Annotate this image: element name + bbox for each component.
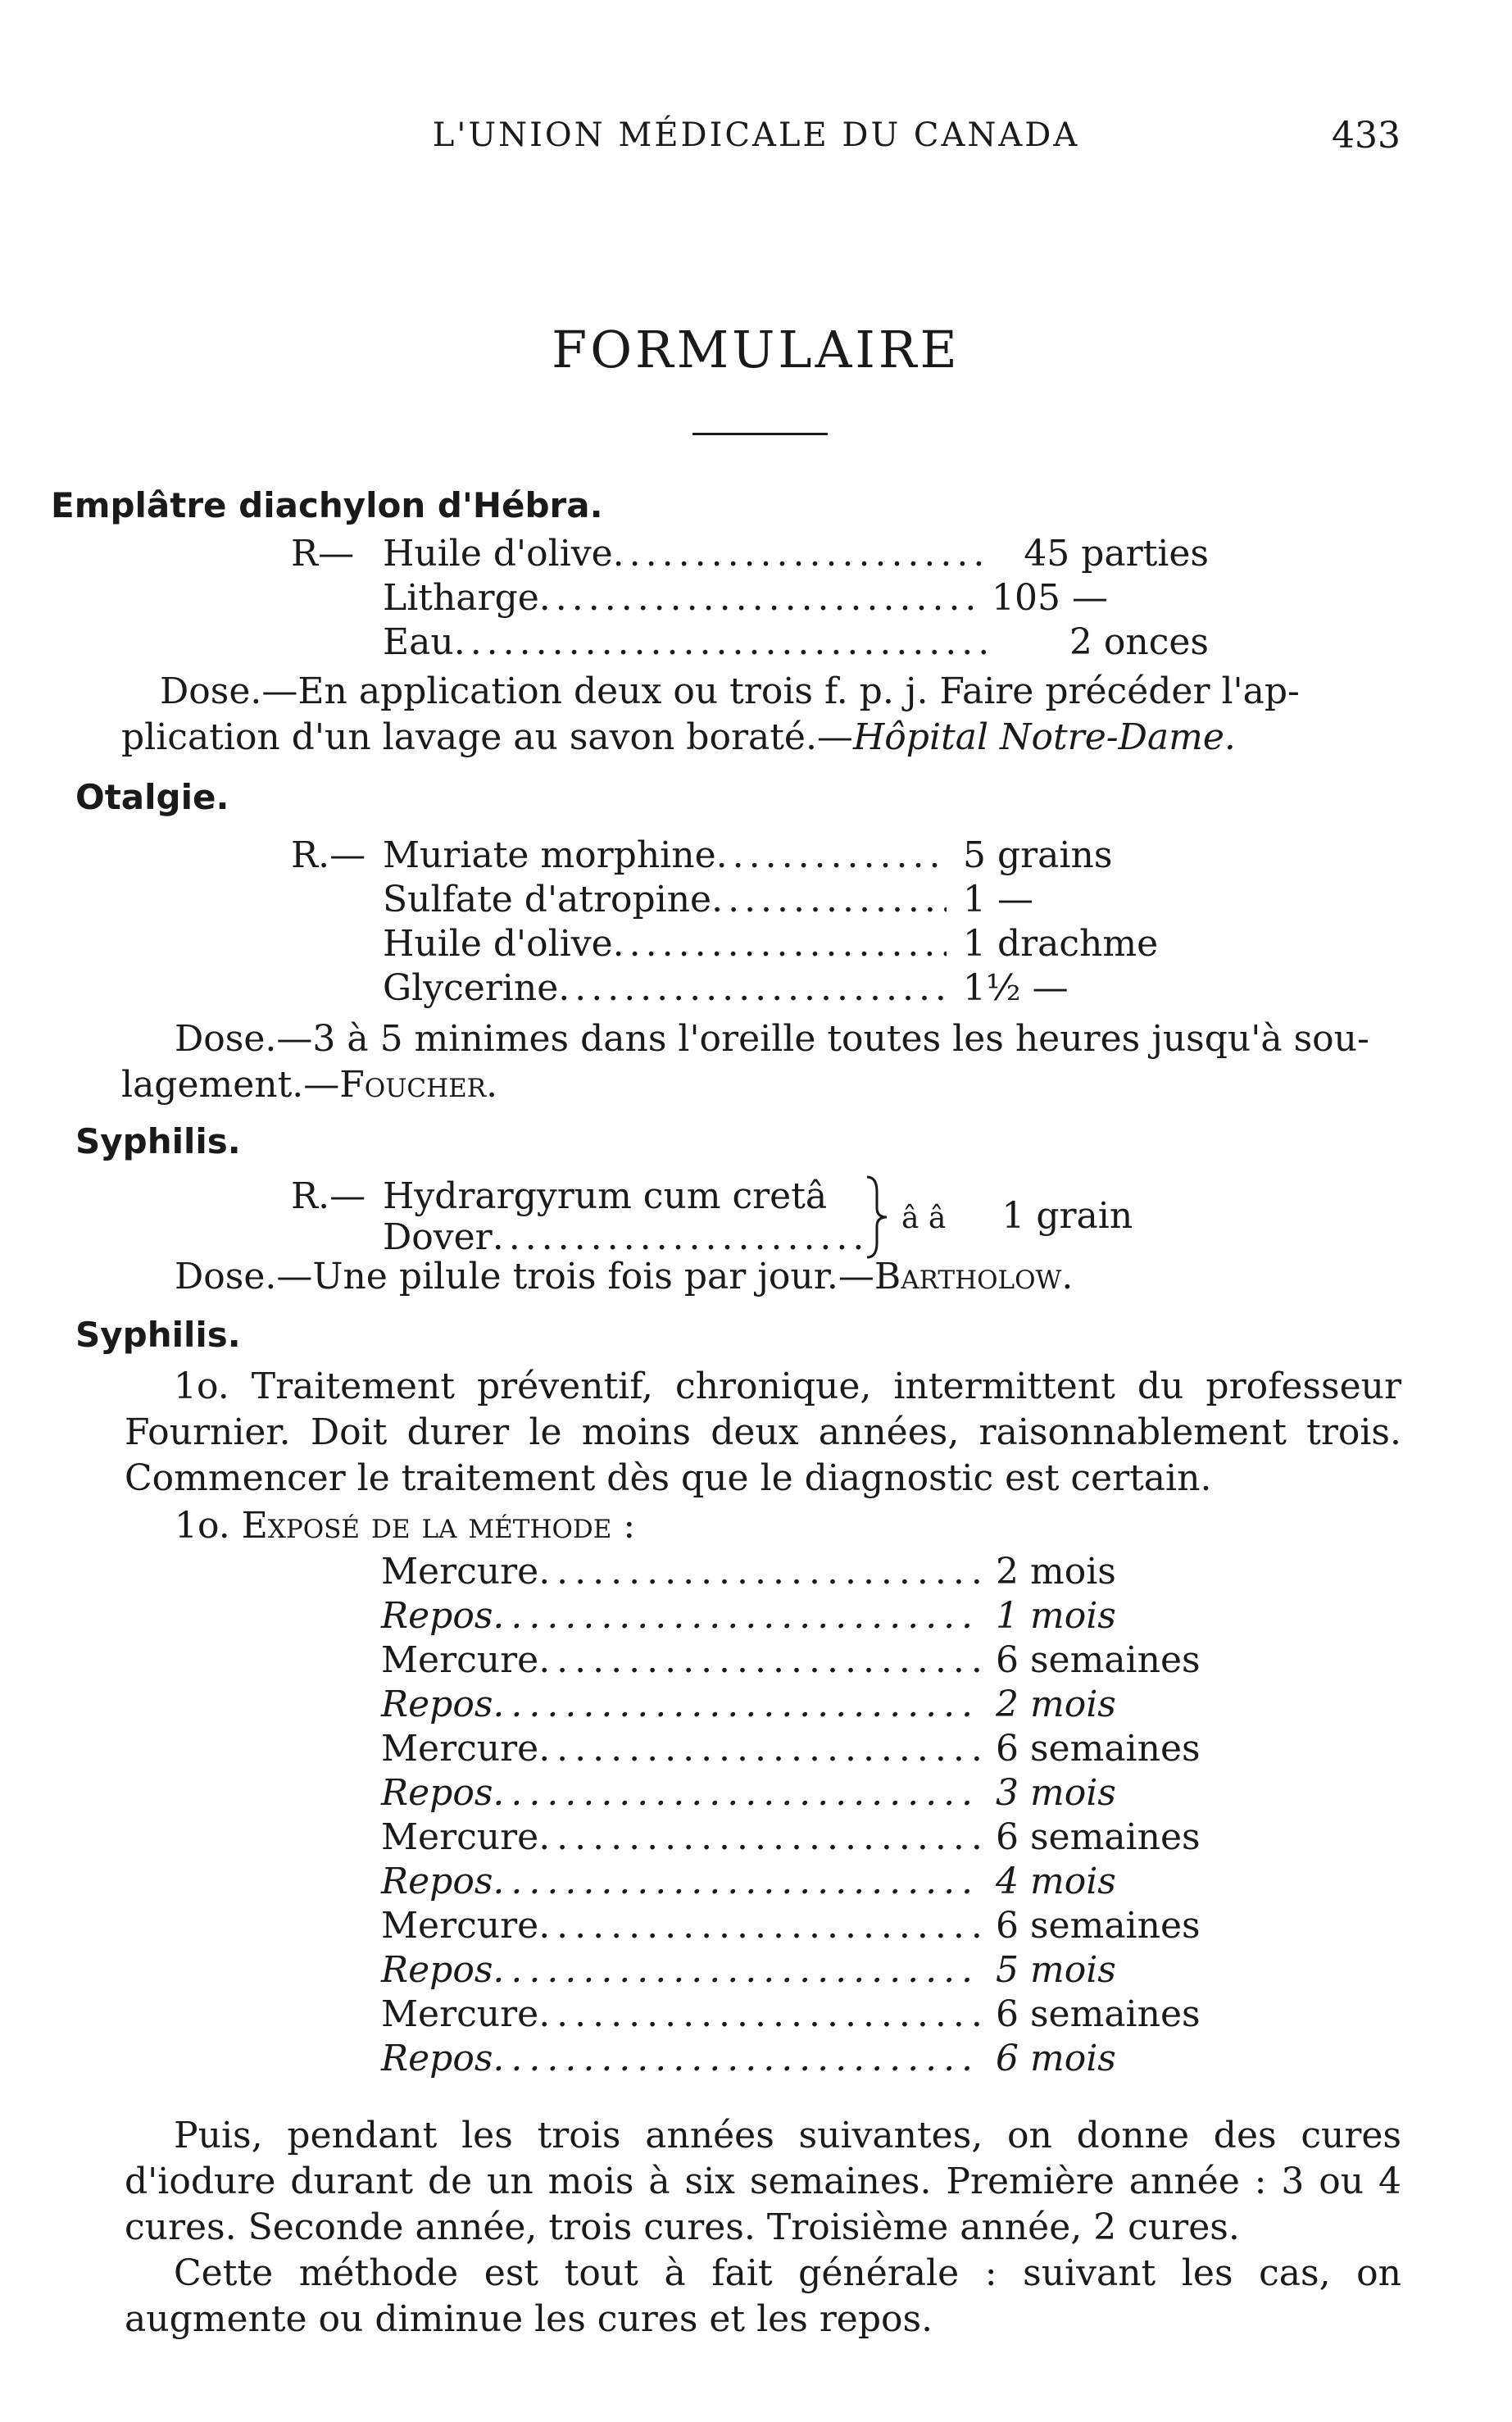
ingredient-quantity: 45 parties bbox=[1024, 533, 1209, 575]
ingredient-name: Dover bbox=[383, 1216, 493, 1258]
method-value: 1 mois bbox=[996, 1595, 1116, 1637]
ana-marker: â â bbox=[901, 1202, 947, 1235]
method-row bbox=[381, 2038, 1225, 2082]
leader-dots bbox=[538, 1993, 979, 2035]
method-label: Mercure bbox=[381, 1728, 539, 1770]
method-label: Mercure bbox=[381, 1905, 539, 1947]
method-label: Mercure bbox=[381, 1993, 539, 2035]
ingredient-name: Huile d'olive bbox=[383, 923, 613, 965]
method-value: 2 mois bbox=[996, 1551, 1116, 1593]
ingredient-row bbox=[291, 533, 1209, 577]
ingredient-quantity: 1 grain bbox=[1001, 1195, 1133, 1237]
leader-dots bbox=[493, 1861, 979, 1902]
page-number: 433 bbox=[1332, 115, 1401, 157]
section-heading-emplatre: Emplâtre diachylon d'Hébra. bbox=[51, 485, 603, 525]
method-row bbox=[381, 1861, 1225, 1905]
ingredient-row bbox=[383, 967, 1209, 1011]
method-heading bbox=[175, 1503, 1322, 1549]
ingredient-row bbox=[383, 879, 1209, 923]
dosage-text bbox=[121, 715, 1400, 761]
section-heading-syphilis: Syphilis. bbox=[75, 1121, 241, 1161]
method-value: 3 mois bbox=[996, 1772, 1116, 1814]
method-row bbox=[381, 1639, 1225, 1684]
paragraph: Cette méthode est tout à fait générale : suivant les cas, on augmente ou diminue les cures et les repos. bbox=[125, 2252, 1401, 2340]
method-row bbox=[381, 1816, 1225, 1861]
leader-dots bbox=[613, 923, 947, 965]
running-title: L'UNION MÉDICALE DU CANADA bbox=[432, 116, 1080, 154]
method-value: 6 semaines bbox=[996, 1639, 1201, 1681]
ingredient-row bbox=[291, 834, 1209, 879]
dosage-text: Dose.—3 à 5 minimes dans l'oreille toutes les heures jusqu'à sou- bbox=[175, 1018, 1369, 1060]
ingredient-name: Litharge bbox=[383, 577, 539, 619]
leader-dots bbox=[493, 1216, 862, 1258]
method-label: Repos bbox=[381, 2038, 493, 2079]
leader-dots bbox=[711, 879, 947, 920]
leader-dots bbox=[538, 1905, 979, 1947]
method-row bbox=[381, 1595, 1225, 1639]
method-label: Mercure bbox=[381, 1639, 539, 1681]
leader-dots bbox=[716, 834, 947, 876]
ingredient-quantity: 105 — bbox=[992, 577, 1108, 619]
method-label: Mercure bbox=[381, 1816, 539, 1858]
ingredient-quantity: 2 onces bbox=[1069, 621, 1209, 663]
prescription-group bbox=[291, 1175, 827, 1217]
dosage-text-part: plication d'un lavage au savon boraté.— bbox=[121, 716, 853, 758]
section-heading-otalgie: Otalgie. bbox=[75, 777, 229, 817]
method-row bbox=[381, 1949, 1225, 1993]
leader-dots bbox=[538, 1551, 979, 1593]
method-value: 6 semaines bbox=[996, 1905, 1201, 1947]
leader-dots bbox=[493, 1772, 979, 1814]
leader-dots bbox=[539, 577, 975, 619]
prescription-prefix: R.— bbox=[291, 1175, 366, 1217]
method-row bbox=[381, 1993, 1225, 2038]
method-label: Repos bbox=[381, 1684, 493, 1725]
ingredient-name: Huile d'olive bbox=[383, 533, 613, 575]
leader-dots bbox=[493, 2038, 979, 2079]
method-label: Repos bbox=[381, 1949, 493, 1991]
method-label: Repos bbox=[381, 1772, 493, 1814]
ingredient-row bbox=[383, 577, 1209, 621]
leader-dots bbox=[493, 1949, 979, 1991]
dosage-text bbox=[121, 1062, 1400, 1108]
ingredient-name: Sulfate d'atropine bbox=[383, 879, 712, 920]
ingredient-name: Glycerine bbox=[383, 967, 559, 1009]
ingredient-quantity: 5 grains bbox=[963, 834, 1113, 876]
method-heading-text: Exposé de la méthode : bbox=[241, 1505, 636, 1547]
section-heading-syphilis: Syphilis. bbox=[75, 1315, 241, 1355]
method-label: Repos bbox=[381, 1861, 493, 1902]
source-citation: Foucher. bbox=[339, 1064, 498, 1106]
method-value: 4 mois bbox=[996, 1861, 1116, 1902]
leader-dots bbox=[493, 1595, 979, 1637]
method-row bbox=[381, 1551, 1225, 1595]
method-row bbox=[381, 1905, 1225, 1949]
dosage-text: Dose.—En application deux ou trois f. p. j. Faire précéder l'ap- bbox=[160, 670, 1300, 712]
dosage-text-part: lagement.— bbox=[121, 1064, 340, 1106]
ingredient-quantity: 1 — bbox=[963, 879, 1033, 920]
page-title: FORMULAIRE bbox=[552, 320, 960, 379]
leader-dots bbox=[558, 967, 947, 1009]
prescription-prefix: R.— bbox=[291, 834, 366, 876]
method-value: 6 semaines bbox=[996, 1993, 1201, 2035]
leader-dots bbox=[454, 621, 992, 663]
method-value: 6 semaines bbox=[996, 1816, 1201, 1858]
method-row bbox=[381, 1728, 1225, 1772]
leader-dots bbox=[493, 1684, 979, 1725]
leader-dots bbox=[538, 1816, 979, 1858]
dosage-text-part: Dose.—Une pilule trois fois par jour.— bbox=[175, 1256, 874, 1297]
method-value: 6 mois bbox=[996, 2038, 1116, 2079]
title-rule bbox=[692, 433, 828, 435]
method-value: 2 mois bbox=[996, 1684, 1116, 1725]
ingredient-row bbox=[383, 923, 1209, 967]
method-value: 6 semaines bbox=[996, 1728, 1201, 1770]
ingredient-name: Eau bbox=[383, 621, 454, 663]
source-citation: Hôpital Notre-Dame. bbox=[852, 716, 1236, 758]
method-value: 5 mois bbox=[996, 1949, 1116, 1991]
ingredient-name: Hydrargyrum cum cretâ bbox=[383, 1175, 828, 1217]
method-label: Repos bbox=[381, 1595, 493, 1637]
prescription-prefix: R— bbox=[291, 533, 355, 575]
leader-dots bbox=[613, 533, 992, 575]
ingredient-name: Muriate morphine bbox=[383, 834, 716, 876]
method-row bbox=[381, 1684, 1225, 1728]
ingredient-row bbox=[383, 621, 1209, 666]
ingredient-quantity: 1½ — bbox=[963, 967, 1069, 1009]
method-label: Mercure bbox=[381, 1551, 539, 1593]
dosage-text bbox=[175, 1254, 1400, 1300]
shared-quantity bbox=[901, 1195, 1133, 1237]
leader-dots bbox=[538, 1728, 979, 1770]
paragraph: Puis, pendant les trois années suivantes, on donne des cures d'iodure durant de un mois à six semaines. Première année : 3 ou 4 cures. Seconde année, trois cures. Troisième année, 2 cures. bbox=[125, 2115, 1401, 2248]
ingredient-quantity: 1 drachme bbox=[963, 923, 1159, 965]
method-row bbox=[381, 1772, 1225, 1816]
paragraph: 1o. Traitement préventif, chronique, intermittent du professeur Fournier. Doit durer le moins deux années, raisonnablement trois. Commencer le traitement dès que le diagnostic est certain. bbox=[125, 1365, 1401, 1499]
method-heading-number: 1o. bbox=[175, 1505, 242, 1547]
source-citation: Bartholow. bbox=[874, 1256, 1074, 1297]
leader-dots bbox=[538, 1639, 979, 1681]
brace-icon bbox=[862, 1172, 895, 1262]
